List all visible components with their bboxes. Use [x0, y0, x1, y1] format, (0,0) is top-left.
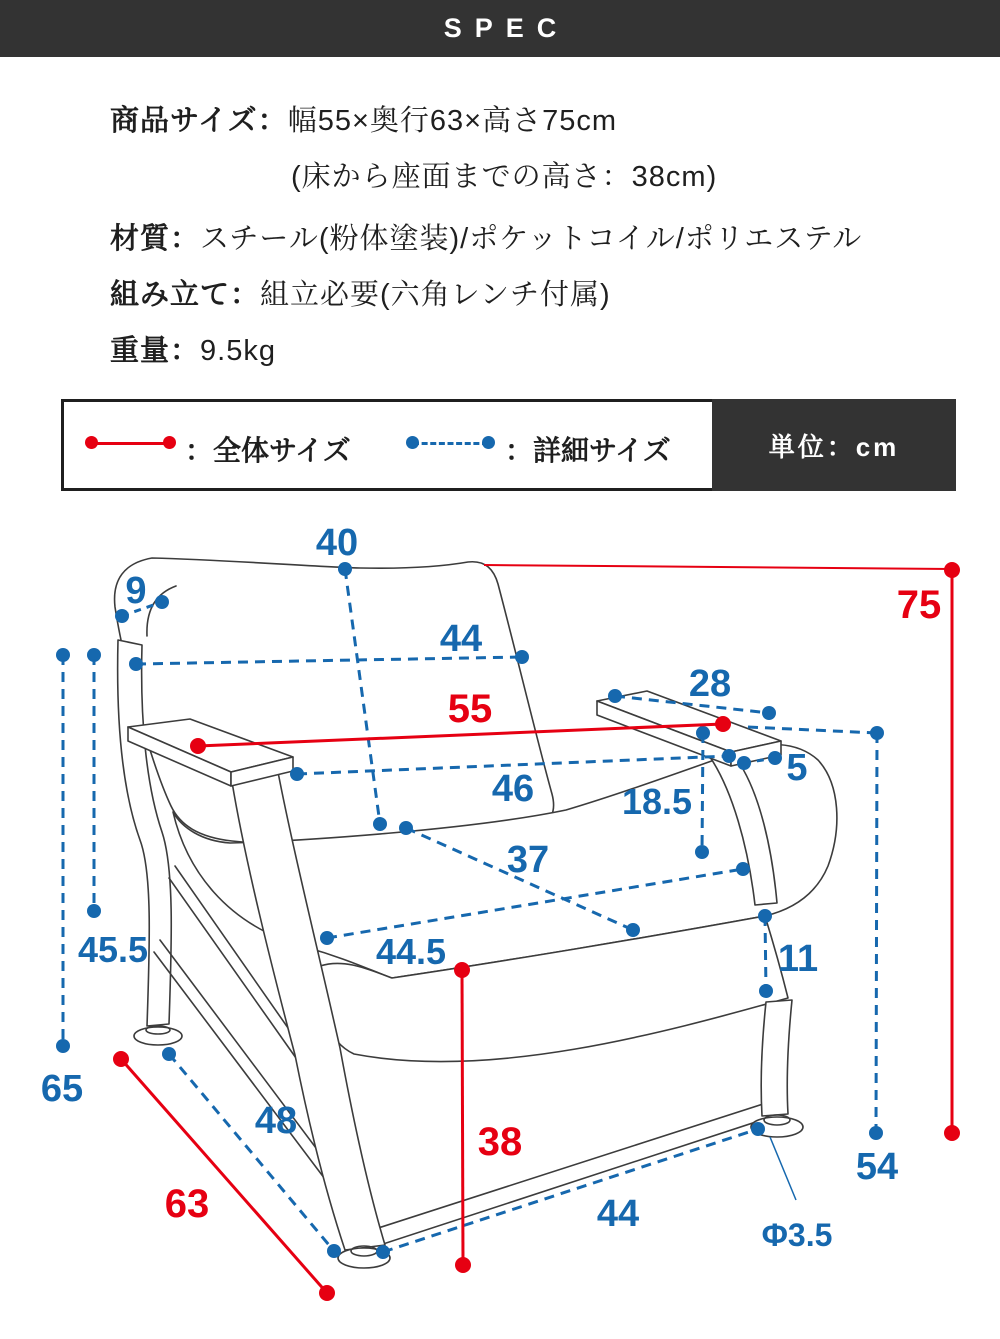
spec-weight-value: 9.5kg: [200, 335, 276, 367]
dim-label-overall-depth: 63: [164, 1182, 210, 1226]
chair-feet: [134, 1026, 803, 1268]
dim-label-seat-thickness: 11: [777, 938, 819, 980]
dim-label-armrest-to-seat: 18.5: [621, 781, 693, 822]
dim-label-left-height: 65: [40, 1068, 84, 1110]
dim-label-back-height: 45.5: [77, 929, 149, 970]
spec-size-label: 商品サイズ：: [110, 105, 288, 137]
spec-size-note: (床から座面までの高さ：38cm): [291, 161, 718, 193]
spec-assembly-label: 組み立て：: [110, 279, 261, 311]
chair-front-rail: [372, 1104, 768, 1246]
legend-unit-label: 単位：cm: [768, 431, 900, 462]
legend-detail-label: ：詳細サイズ: [505, 435, 671, 466]
dim-label-front-width: 44: [596, 1193, 640, 1235]
spec-material-label: 材質：: [110, 223, 201, 255]
dim-label-back-thickness: 9: [125, 570, 147, 612]
spec-weight-label: 重量：: [110, 335, 201, 367]
dim-label-armrest-height: 54: [855, 1146, 899, 1188]
dim-label-armrest-length: 28: [688, 663, 732, 705]
dim-line-front-width: [376, 1122, 765, 1259]
dim-label-inner-width: 46: [491, 768, 535, 810]
spec-size-value: 幅55×奥行63×高さ75cm: [287, 105, 617, 137]
dim-line-left-height: [56, 648, 70, 1053]
dim-line-back-height: [87, 648, 101, 918]
dim-label-armrest-thickness: 5: [786, 747, 808, 789]
spec-assembly-value: 組立必要(六角レンチ付属): [260, 279, 611, 311]
spec-material-value: スチール(粉体塗装)/ポケットコイル/ポリエステル: [200, 223, 863, 255]
dim-label-back-top-height: 40: [315, 522, 359, 564]
legend-overall-label: ：全体サイズ: [185, 435, 351, 466]
dim-label-back-width: 44: [439, 618, 483, 660]
dim-label-leg-diameter: Φ3.5: [761, 1217, 833, 1253]
dim-label-overall-width: 55: [447, 687, 493, 731]
dim-label-seat-width: 44.5: [375, 931, 447, 972]
spec-title: SPEC: [443, 13, 570, 43]
chair-front-right-leg: [761, 1000, 792, 1116]
dim-label-seat-depth: 37: [506, 839, 550, 881]
dim-label-overall-height: 75: [896, 583, 942, 627]
dim-line-leg-diameter-callout: [770, 1137, 796, 1200]
dim-label-leg-span-depth: 48: [254, 1100, 298, 1142]
dim-label-seat-height: 38: [477, 1120, 523, 1164]
